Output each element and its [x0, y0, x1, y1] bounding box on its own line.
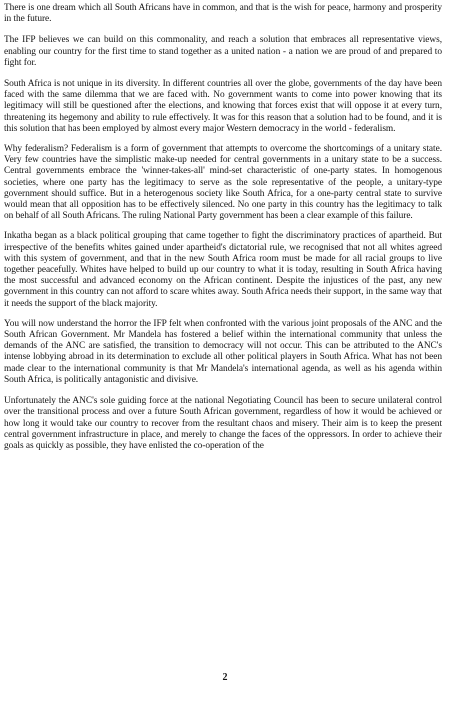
paragraph-why-federalism: Why federalism? Federalism is a form of government that attempts to overcome the shortcomings of a unitary state. Very few countries have the simplistic make-up needed for central governments in a unitary state to be a success. Central governments embrace the 'winner-takes-all' mind-set characteristic of one-party states. In homogenous societies, where one party has the legitimacy to serve as the sole representative of the people, a unitary-type government should suffice. But in a heterogenous society like South Africa, for a one-party central state to survive would mean that all opposition has to be effectively silenced. No one party in this country has the legitimacy to talk on behalf of all South Africans. The ruling National Party government has been a clear example of this failure. — [4, 144, 442, 222]
paragraph-peace-dream: There is one dream which all South Africans have in common, and that is the wish for peace, harmony and prosperity in the future. — [4, 3, 442, 25]
paragraph-ifp-commonality: The IFP believes we can build on this commonality, and reach a solution that embraces all representative views, enabling our country for the first time to stand together as a united nation - a nation we are proud of and prepared to fight for. — [4, 35, 442, 68]
paragraph-inkatha: Inkatha began as a black political grouping that came together to fight the discriminatory practices of apartheid. But irrespective of the benefits whites gained under apartheid's dictatorial rule, we recognised that not all whites agreed with this system of government, and that in the new South Africa room must be made for all racial groups to live together peacefully. Whites have helped to build up our country to what it is today, resulting in South Africa having the most successful and advanced economy on the African continent. Despite the injustices of the past, any new government in this country can not afford to scare whites away. South Africa needs their support, in the same way that it needs the support of the black majority. — [4, 231, 442, 309]
page-number: 2 — [222, 672, 228, 683]
paragraph-ifp-horror: You will now understand the horror the IFP felt when confronted with the various joint proposals of the ANC and the South African Government. Mr Mandela has fostered a belief within the international community that unless the demands of the ANC are satisfied, the transition to democracy will not occur. This can be attributed to the ANC's intense lobbying abroad in its determination to exclude all other political players in South Africa. What has not been made clear to the international community is that Mr Mandela's international agenda, as well as his agenda within South Africa, is politically antagonistic and divisive. — [4, 318, 442, 385]
paragraph-diversity: South Africa is not unique in its diversity. In different countries all over the globe, governments of the day have been faced with the same dilemma that we are faced with. No government wants to come into power knowing that its legitimacy will still be questioned after the elections, and knowing that forces exist that will oppose it at every turn, threatening its hegemony and ability to rule effectively. It was for this reason that a solution had to be found, and it is this solution that has been employed by almost every major Western democracy in the world - federalism. — [4, 79, 442, 134]
paragraph-anc-control: Unfortunately the ANC's sole guiding force at the national Negotiating Council has been to secure unilateral control over the transitional process and over a future South African government, regardless of how it would be achieved or how long it would take our country to recover from the resultant chaos and misery. Their aim is to keep the present central government infrastructure in place, and merely to change the faces of the oppressors. In order to achieve their goals as quickly as possible, they have enlisted the co-operation of the — [4, 396, 442, 451]
